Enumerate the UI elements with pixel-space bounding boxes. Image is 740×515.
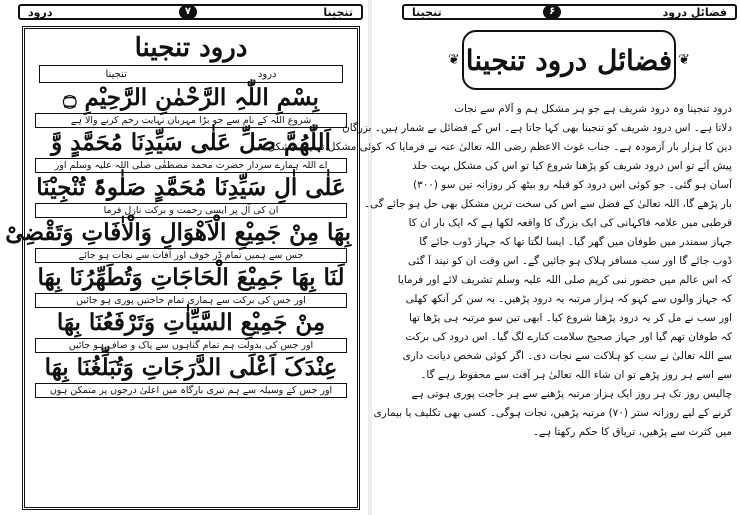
body-line: کہ اس عالم میں حضور نبی کریم صلی اللہ علیہ وسلم تشریف لائے اور فرمایا (397, 274, 732, 286)
arabic-line-4: بِھَا مِنْ جَمِیْعِ الْاَھْوَالِ وَالْاٰفَاتِ وَتَقْضِیْ (5, 219, 351, 246)
left-page-number: ۷ (179, 5, 197, 19)
body-line: میں کثرت سے پڑھیں، تریاق کا حکم رکھتا ہے۔ (532, 426, 732, 438)
fazail-content (267, 26, 732, 510)
durood-subtitle (39, 65, 343, 83)
right-header-section: فضائل درود (662, 5, 727, 19)
body-line: دلاتا ہے۔ اس درود شریف کو تنجینا بھی کہا جاتا ہے۔ اس کے فضائل بے شمار ہیں۔ بزرگان (342, 122, 732, 134)
body-line: بار پڑھے گا، اللہ تعالیٰ کے فضل سے اس کی سخت ترین مشکل بھی حل ہو جائے گی۔ (363, 198, 732, 210)
arabic-line-1: بِسْمِ اللّٰہِ الرَّحْمٰنِ الرَّحِیْمِ ۝ (63, 84, 319, 111)
arabic-line-3: عَلٰی اٰلِ سَیِّدِنَا مُحَمَّدٍ صَلٰوۃً تُنْجِیْنَا (36, 174, 346, 201)
arabic-line-7: عِنْدَکَ اَعْلَی الدَّرَجَاتِ وَتُبَلِّغُنَا بِھَا (44, 354, 338, 381)
left-header-title: تنجینا (323, 5, 353, 19)
fazail-body (267, 100, 732, 442)
right-header (402, 4, 737, 20)
body-line: درود تنجینا وہ درود شریف ہے جو ہر مشکل ہم و آلام سے نجات (454, 103, 732, 115)
body-line: کہ طوفان تھم گیا اور جہاز صحیح سلامت کنارے لگ گیا۔ اس درود کی برکت (405, 331, 732, 343)
body-line: دین کا ہزار بار آزمودہ ہے۔ جناب غوث الاعظم رضی اللہ تعالیٰ عنہ نے فرمایا کہ کوئی مشکل نہایت مشکل (267, 141, 732, 153)
arabic-line-5: لَنَا بِھَا جَمِیْعَ الْحَاجَاتِ وَتُطَھِّرُنَا بِھَا (37, 264, 345, 291)
body-line: جہاز سمندر میں طوفان میں گھر گیا۔ ایسا لگتا تھا کہ جہاز ڈوب جائے گا (419, 236, 732, 248)
durood-frame (5, 26, 360, 510)
body-line: سے اسے ہر روز پڑھے تو ان شاء اللہ تعالیٰ ہر آفت سے محفوظ رہے گا۔ (420, 369, 732, 381)
arabic-line-2: اَللّٰھُمَّ صَلِّ عَلٰی سَیِّدِنَا مُحَمَّدٍ وَّ (51, 129, 331, 156)
right-header-title: تنجینا (412, 5, 442, 19)
subtitle-word-1: درود (257, 68, 277, 80)
translation-line-5: اور جس کی برکت سے ہماری تمام حاجتیں پوری ہو جائیں (35, 293, 347, 308)
body-line: قرطبی میں علامہ فاکہانی کی ایک بزرگ کا واقعہ لکھا ہے کہ ایک بار ان کا (408, 217, 732, 229)
translation-line-4: جس سے ہمیں تمام ڈر خوف اور آفات سے نجات ہو جائے (35, 248, 347, 263)
body-line: آسان ہو گئی۔ جو کوئی اس درود کو قبلہ رو بیٹھ کر روزانہ تین سو (۳۰۰) (413, 179, 732, 191)
arabic-line-6: مِنْ جَمِیْعِ السَّیِّاٰتِ وَتَرْفَعُنَا بِھَا (56, 309, 326, 336)
left-header-section: درود (28, 5, 53, 19)
translation-line-7: اور جس کے وسیلہ سے ہم تیری بارگاہ میں اعلیٰ درجوں پر متمکن ہوں (35, 383, 347, 398)
fazail-title: فضائل درود تنجینا (465, 43, 673, 77)
body-line: سے اللہ تعالیٰ نے سب کو ہلاکت سے نجات دی۔ اگر کوئی شخص دیانت داری (402, 350, 732, 362)
right-page (267, 0, 740, 515)
subtitle-word-2: تنجینا (105, 68, 127, 80)
fazail-title-box (448, 30, 690, 90)
body-line: پیش آئے تو اس درود شریف کو پڑھنا شروع کیا تو اس کی مشکل بہت جلد (412, 160, 732, 172)
translation-line-3: ان کی آل پر ایسی رحمت و برکت نازل فرما (35, 203, 347, 218)
left-page (0, 0, 368, 515)
translation-line-1: شروع اللہ کے نام سے جو بڑا مہربان نہایت رحم کرنے والا ہے (35, 113, 347, 128)
translation-line-2: اے اللہ ہمارے سردار حضرت محمد مصطفٰی صلی اللہ علیہ وسلم اور (35, 158, 347, 173)
body-line: اور سب نے مل کر یہ درود پڑھنا شروع کیا۔ ابھی تین سو مرتبہ ہی پڑھا تھا (409, 312, 732, 324)
body-line: چالیس روز تک ہر روز ایک ہزار مرتبہ پڑھنے سے ہر حاجت پوری ہوتی ہے (411, 388, 732, 400)
right-page-number: ۶ (543, 5, 561, 19)
ornament-icon: ❦ (678, 52, 690, 68)
durood-title: درود تنجینا (134, 33, 248, 63)
body-line: کرنے کے لیے روزانہ ستر (۷۰) مرتبہ پڑھیں، نجات ہوگی۔ کسی بھی تکلیف یا بیماری (373, 407, 732, 419)
translation-line-6: اور جس کی بدولت ہم تمام گناہوں سے پاک و صاف ہو جائیں (35, 338, 347, 353)
ornament-icon: ❦ (448, 52, 460, 68)
body-line: ڈوب جائے گا اور سب مسافر ہلاک ہو جائیں گے۔ اس وقت ان کو نیند آ گئی (407, 255, 732, 267)
body-line: کہ جہاز والوں سے کہو کہ ہزار مرتبہ یہ درود پڑھیں۔ یہ سن کر آنکھ کھلی (405, 293, 732, 305)
left-header (18, 4, 363, 20)
